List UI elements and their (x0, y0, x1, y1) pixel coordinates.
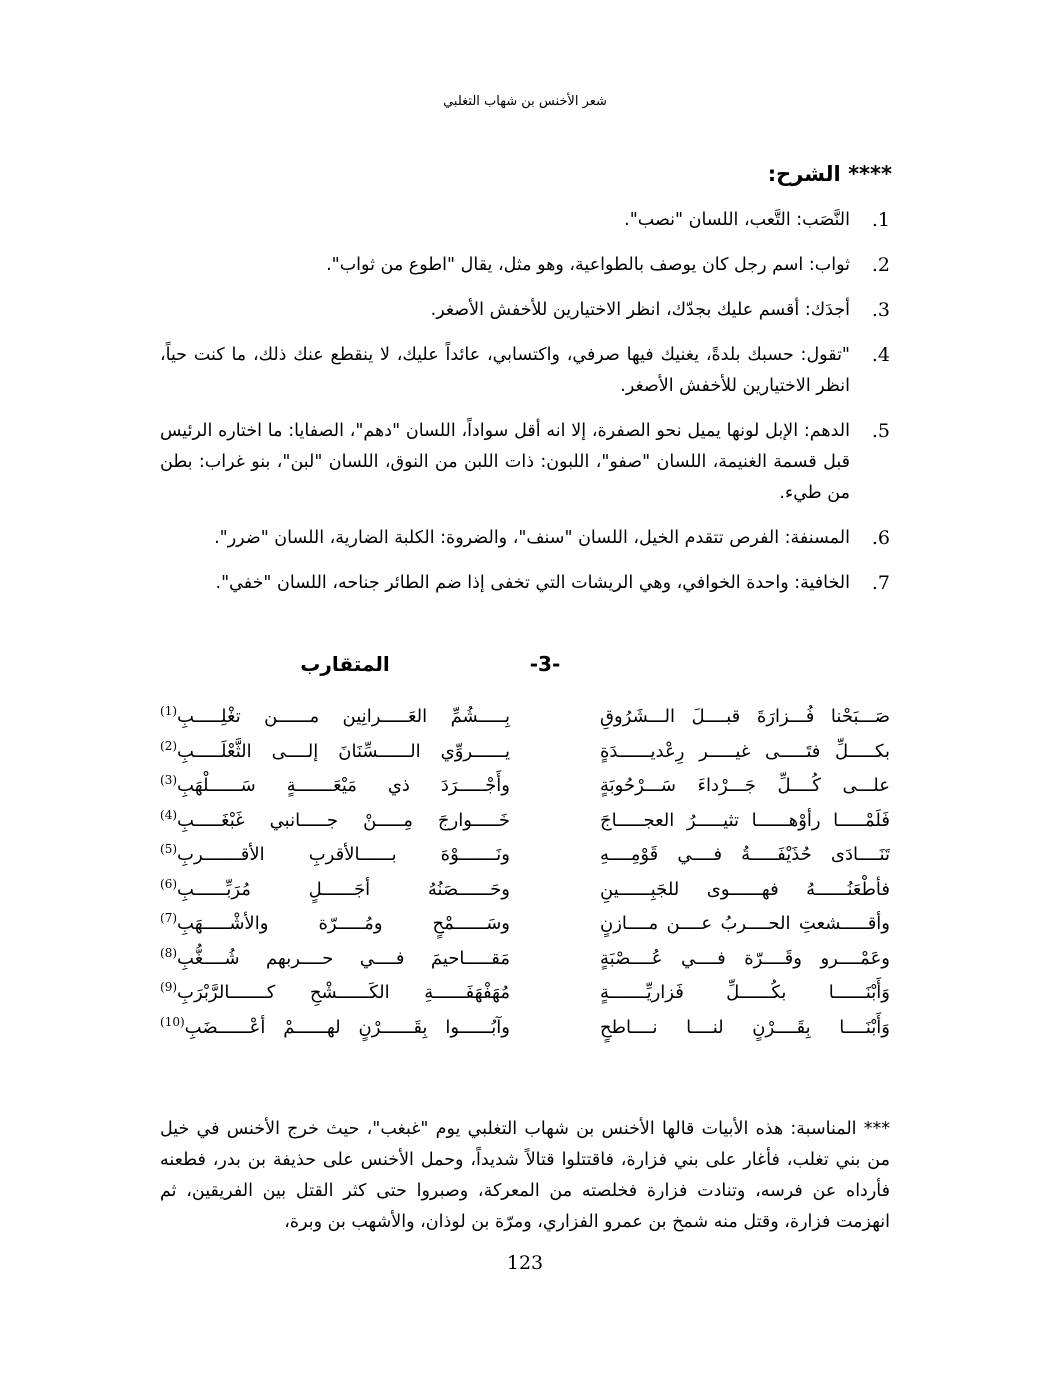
note-number: 2. (871, 254, 890, 276)
commentary-notes (160, 205, 890, 613)
footnote-ref: (8) (160, 945, 178, 960)
poem (160, 700, 890, 1045)
note-item (160, 340, 890, 402)
verse-first-hemistich: وعَمْــــرو وقَــــرّة فــــي عُــــصْبَةٍ (600, 947, 890, 969)
verse-first-hemistich: فَلَمْـــــا رأوْهــــــا تثيـــــرُ العجـــــاجَ (600, 809, 890, 831)
note-item (160, 416, 890, 509)
verse-second-hemistich (160, 907, 510, 942)
verse-first-hemistich: علـــى كُــــلِّ جَـــرْداءَ سَـــرْحُوبَةٍ (600, 775, 890, 796)
verse-second-text: مَقـــــاحيمَ فــــي حــــربهم شُــــغُّبِ (177, 947, 510, 969)
verse-line (160, 735, 890, 770)
note-text: الخافية: واحدة الخوافي، وهي الريشات التي تخفى إذا ضم الطائر جناحه، اللسان "خفي". (215, 573, 850, 593)
verse-second-hemistich (160, 838, 510, 873)
verse-line (160, 769, 890, 804)
note-number: 3. (871, 299, 890, 321)
verse-first-hemistich: تَنَــــادَى حُذَيْفَـــــةُ فــــي قَوْمِــــهِ (600, 844, 890, 865)
verse-second-text: وآبُــــــوا بِقَــــــرْنٍ لهــــــمْ أعْــــــضَبِ (184, 1016, 510, 1038)
verse-second-hemistich (160, 942, 510, 977)
running-header: شعر الأخنس بن شهاب التغلبي (443, 94, 607, 109)
poem-number: -3- (529, 652, 561, 676)
verse-first-hemistich: صَـــبَحْنا فُـــزارَةَ قبــــلَ الـــشَرُوقِ (600, 706, 890, 727)
verse-line (160, 1011, 890, 1046)
verse-second-text: مُهَفْهَفَــــــةِ الكَــــــشْحِ كـــــــالرَّبْرَبِ (177, 982, 510, 1003)
verse-line (160, 804, 890, 839)
verse-second-text: بِـــــشُمِّ العَـــــرانِين مــــــن تغْلِـــــبِ (177, 706, 510, 727)
note-text: النَّصَب: التَّعب، اللسان "نصب". (624, 210, 850, 230)
verse-second-text: خَـــــوارجَ مِـــــنْ جـــــانبي غَبْغَـــــبِ (177, 809, 510, 831)
poem-heading (0, 652, 1050, 686)
footnote-ref: (7) (160, 911, 178, 925)
verse-first-hemistich: بكـــــلِّ فتَـــــى غيـــــر رِعْديــــــدَةٍ (600, 740, 890, 762)
note-number: 5. (871, 420, 890, 442)
page-number: 123 (506, 1252, 544, 1274)
verse-line (160, 942, 890, 977)
verse-second-text: وسَــــــمْحٍ ومُـــــرّة والأشْـــــهَبِ (177, 913, 510, 934)
verse-line (160, 700, 890, 735)
verse-second-text: يــــــروِّي الــــــسِّنَانَ إلــــى الثَّعْلَـــــبِ (177, 740, 510, 762)
footnote-ref: (2) (160, 738, 178, 753)
footnote-ref: (6) (160, 876, 178, 891)
verse-second-hemistich (160, 735, 510, 770)
footnote-ref: (9) (160, 980, 178, 994)
verse-first-hemistich: وَأَبْنَــــا بِقَــــرْنٍ لنــــا نــــاطحٍ (600, 1016, 890, 1038)
occasion-paragraph: *** المناسبة: هذه الأبيات قالها الأخنس بن شهاب التغلبي يوم "غبغب"، حيث خرج الأخنس في خيل من بني تغلب، فأغار على بني فزارة، فاقتتلوا قتالاً شديداً، وحمل الأخنس على حذيفة بن بدر، فطعنه فأرداه عن فرسه، وتنادت فزارة فخلصته من المعركة، وصبروا حتى كثر القتل بين الفريقين، ثم انهزمت فزارة، وقتل منه شمخ بن عمرو الفزاري، ومرّة بن لوذان، والأشهب بن وبرة، (160, 1118, 890, 1232)
verse-first-hemistich: وأقـــــشعتِ الحــــربُ عــــن مــــازنٍ (600, 913, 890, 934)
verse-first-hemistich: فأطْعَنُــــــهُ فهــــــوى للجَبِــــــينِ (600, 878, 890, 900)
verse-second-hemistich (160, 769, 510, 804)
note-item (160, 295, 890, 326)
note-text: المسنفة: الفرص تتقدم الخيل، اللسان "سنف"، والضروة: الكلبة الضارية، اللسان "ضرر". (214, 528, 850, 548)
verse-line (160, 907, 890, 942)
footnote-ref: (3) (160, 773, 178, 787)
note-number: 6. (871, 527, 890, 549)
note-text: ثواب: اسم رجل كان يوصف بالطواعية، وهو مثل، يقال "اطوع من ثواب". (326, 255, 850, 275)
verse-line (160, 873, 890, 908)
note-item (160, 523, 890, 554)
poem-meter: المتقارب (300, 652, 390, 676)
note-number: 1. (871, 209, 890, 231)
verse-first-hemistich: وَأَبْنَــــــا بكُــــــلِّ فَزاريِّـــــــةٍ (600, 982, 890, 1003)
note-item (160, 250, 890, 281)
verse-line (160, 838, 890, 873)
verse-line (160, 976, 890, 1011)
verse-second-hemistich (160, 976, 510, 1011)
verse-second-text: ونَـــــــوْهَ بــــــالأقربِ الأقـــــــربِ (177, 844, 510, 865)
verse-second-hemistich (160, 804, 510, 839)
footnote-ref: (5) (160, 842, 178, 856)
verse-second-text: وأَجْـــــرَدَ ذي مَيْعَـــــــةٍ سَــــــلْهَبِ (177, 775, 510, 796)
note-number: 7. (871, 572, 890, 594)
verse-second-hemistich (160, 873, 510, 908)
verse-second-text: وحَــــــصَنُهُ أجَــــــلٍ مُرَبِّــــــبِ (177, 878, 510, 900)
footnote-ref: (10) (160, 1014, 185, 1029)
note-item (160, 205, 890, 236)
verse-second-hemistich (160, 700, 510, 735)
note-text: الدهم: الإبل لونها يميل نحو الصفرة، إلا انه أقل سواداً، اللسان "دهم"، الصفايا: ما اختاره الرئيس قبل قسمة الغنيمة، اللسان "صفو"، اللبون: ذات اللبن من النوق، اللسان "لبن"، بنو غراب: بطن من طيء. (160, 421, 850, 503)
commentary-title: **** الشرح: (767, 162, 892, 186)
note-text: "تقول: حسبك بلدةً، يغنيك فيها صرفي، واكتسابي، عائداً عليك، لا ينقطع عنك ذلك، ما كنت حياً، انظر الاختيارين للأخفش الأصغر. (160, 345, 850, 396)
note-number: 4. (871, 344, 890, 366)
note-item (160, 568, 890, 599)
verse-second-hemistich (160, 1011, 510, 1046)
footnote-ref: (1) (160, 704, 178, 718)
footnote-ref: (4) (160, 807, 178, 822)
note-text: أجدَك: أقسم عليك بجدّك، انظر الاختيارين للأخفش الأصغر. (430, 300, 850, 320)
